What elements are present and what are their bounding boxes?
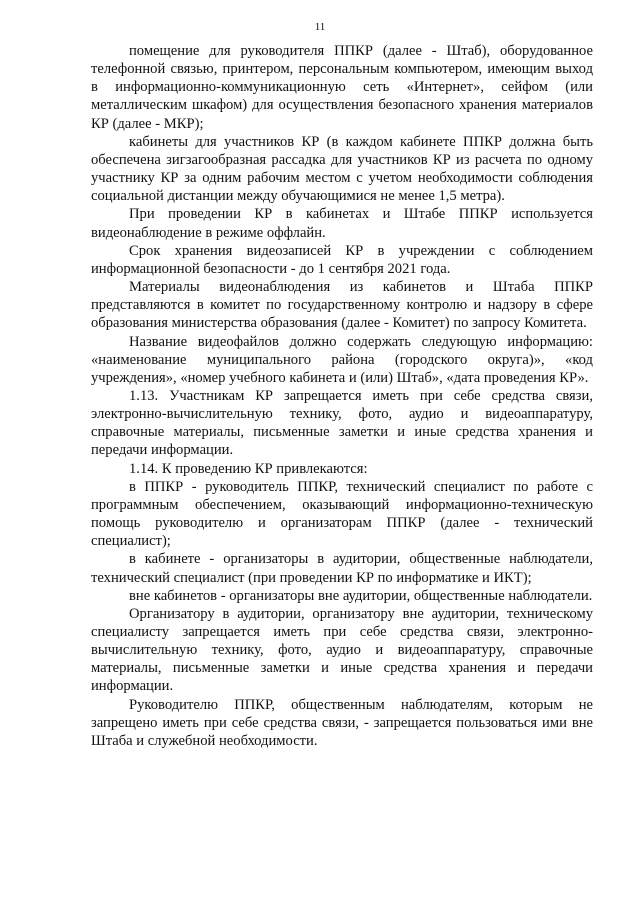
paragraph-hq-room: помещение для руководителя ППКР (далее - Штаб), оборудованное телефонной связью, принтером, персональным компьютером, имеющим выход в информационно-коммуникационную сеть «Интернет», сейфом (или металлическим шкафом) для осуществления безопасного хранения материалов КР (далее - МКР); — [91, 43, 593, 132]
paragraph-organizer-restrictions: Организатору в аудитории, организатору вне аудитории, техническому специалисту запрещается иметь при себе средства связи, электронно-вычислительную технику, фото, аудио и видеоаппаратуру, справочные материалы, письменные заметки и иные средства хранения и передачи информации. — [91, 605, 593, 695]
paragraph-video-surveillance: При проведении КР в кабинетах и Штабе ППКР используется видеонаблюдение в режиме оффлайн. — [91, 206, 593, 241]
paragraph-classroom-staff: в кабинете - организаторы в аудитории, общественные наблюдатели, технический специалист (при проведении КР по информатике и ИКТ); — [91, 551, 593, 586]
paragraph-1-13-participant-restrictions: 1.13. Участникам КР запрещается иметь при себе средства связи, электронно-вычислительную технику, фото, аудио и видеоаппаратуру, справочные материалы, письменные заметки и иные средства хранения и передачи информации. — [91, 387, 593, 459]
document-body — [91, 42, 593, 750]
paragraph-participant-rooms: кабинеты для участников КР (в каждом кабинете ППКР должна быть обеспечена зигзагообразная рассадка для участников КР из расчета по одному участнику КР за одним рабочим местом с учетом необходимости соблюдения социальной дистанции между обучающимися не менее 1,5 метра). — [91, 133, 593, 205]
paragraph-video-file-naming: Название видеофайлов должно содержать следующую информацию: «наименование муниципального района (городского округа)», «код учреждения», «номер учебного кабинета и (или) Штаб», «дата проведения КР». — [91, 333, 593, 386]
paragraph-head-observer-restrictions: Руководителю ППКР, общественным наблюдателям, которым не запрещено иметь при себе средства связи, - запрещается пользоваться ими вне Штаба и служебной необходимости. — [91, 696, 593, 749]
paragraph-video-materials: Материалы видеонаблюдения из кабинетов и Штаба ППКР представляются в комитет по государственному контролю и надзору в сфере образования министерства образования (далее - Комитет) по запросу Комитета. — [91, 279, 593, 332]
paragraph-outside-staff: вне кабинетов - организаторы вне аудитории, общественные наблюдатели. — [129, 587, 593, 604]
page-number: 11 — [314, 21, 326, 33]
paragraph-1-14-staff-heading: 1.14. К проведению КР привлекаются: — [129, 460, 368, 477]
paragraph-ppkr-staff: в ППКР - руководитель ППКР, технический специалист по работе с программным обеспечением, оказывающий информационно-техническую помощь руководителю и организаторам ППКР (далее - технический специалист); — [91, 478, 593, 550]
paragraph-video-storage: Срок хранения видеозаписей КР в учреждении с соблюдением информационной безопасности - до 1 сентября 2021 года. — [91, 242, 593, 277]
